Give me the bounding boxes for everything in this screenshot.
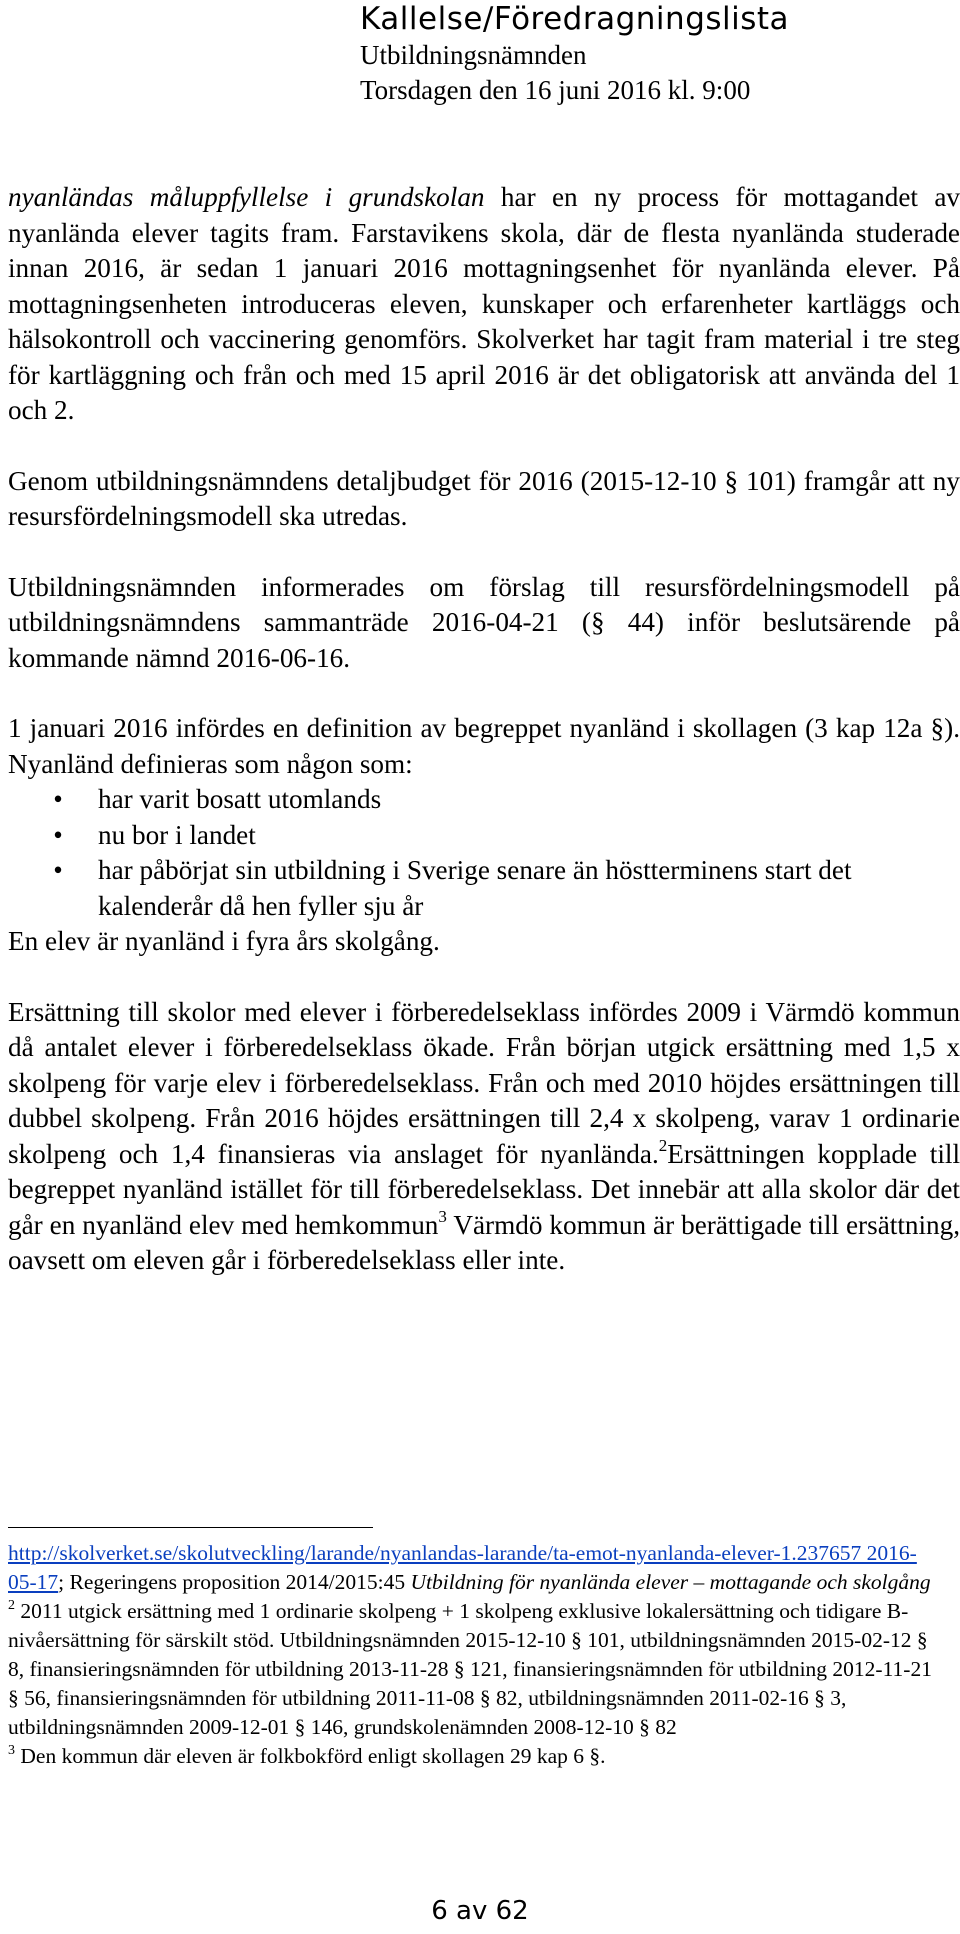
footnote-1: http://skolverket.se/skolutveckling/larande/nyanlandas-larande/ta-emot-nyanlanda-elever-1.237657 2016-05-17; Regeringens proposition 2014/2015:45 Utbildning för nyanlända elever – mottagande och skolgång — [8, 1541, 931, 1594]
document-title: Kallelse/Föredragningslista — [360, 1, 790, 37]
italic-phrase: nyanländas måluppfyllelse i grundskolan — [8, 182, 485, 212]
paragraph-detaljbudget: Genom utbildningsnämndens detaljbudget för 2016 (2015-12-10 § 101) framgår att ny resursfördelningsmodell ska utredas. — [8, 465, 960, 531]
paragraph-mottagande — [8, 180, 960, 429]
list-item: • har påbörjat sin utbildning i Sverige senare än höstterminens start det kalenderår då hen fyller sju år — [8, 853, 960, 924]
bullet-icon: • — [53, 819, 63, 850]
footnote-2: $^2$ 2011 utgick ersättning med 1 ordinarie skolpeng + 1 skolpeng exklusive lokalersättning och tidigare B-nivåersättning för särskilt stöd. Utbildningsnämnden 2015-12-10 § 101, utbildningsnämnden 2015-02-12 § 8, finansieringsnämnden för utbildning 2013-11-28 § 121, finansieringsnämnden för utbildning 2012-11-21 § 56, finansieringsnämnden för utbildning 2011-11-08 § 82, utbildningsnämnden 2011-02-16 § 3, utbildningsnämnden 2009-12-01 § 146, grundskolenämnden 2008-12-10 § 82 — [8, 1598, 932, 1739]
committee-name: Utbildningsnämnden — [360, 40, 587, 70]
paragraph-definition: 1 januari 2016 infördes en definition av begreppet nyanländ i skollagen (3 kap 12a §). Nyanländ definieras som någon som: — [8, 713, 960, 779]
footnote-3: $^3$ Den kommun där eleven är folkbokförd enligt skollagen 29 kap 6 §. — [8, 1743, 606, 1768]
paragraph-skolgang: En elev är nyanländ i fyra års skolgång. — [8, 926, 440, 956]
paragraph-ersattning: Ersättning till skolor med elever i förberedelseklass infördes 2009 i Värmdö kommun då antalet elever i förberedelseklass ökade. Från början utgick ersättning med 1,5 x skolpeng för varje elev i förberedelseklass. Från och med 2010 höjdes ersättningen till dubbel skolpeng. Från 2016 höjdes ersättningen till 2,4 x skolpeng, varav 1 ordinarie skolpeng och 1,4 finansieras via anslaget för nyanlända.$^2$Ersättningen kopplade till begreppet nyanländ istället för till förberedelseklass. Det innebär att alla skolor där det går en nyanländ elev med hemkommun$^3$ Värmdö kommun är berättigade till ersättning, oavsett om eleven går i förberedelseklass eller inte. — [8, 996, 960, 1275]
paragraph-information: Utbildningsnämnden informerades om förslag till resursfördelningsmodell på utbildningsnämndens sammanträde 2016-04-21 (§ 44) inför beslutsärende på kommande nämnd 2016-06-16. — [8, 571, 960, 673]
definition-list — [8, 782, 960, 924]
document-header — [360, 0, 940, 108]
meeting-date: Torsdagen den 16 juni 2016 kl. 9:00 — [360, 75, 751, 105]
list-item: • nu bor i landet — [8, 818, 960, 854]
footnote-ref-3: 3 — [438, 1206, 447, 1226]
footnotes — [8, 1539, 938, 1771]
paragraph-text: har en ny process för mottagandet av nyanlända elever tagits fram. Farstavikens skola, där de flesta nyanlända studerade innan 2016, är sedan 1 januari 2016 mottagningsenhet för nyanlända elever. På mottagningsenheten introduceras eleven, kunskaper och erfarenheter kartläggs och hälsokontroll och vaccinering genomförs. Skolverket har tagit fram material i tre steg för kartläggning och från och med 15 april 2016 är det obligatorisk att använda del 1 och 2. — [8, 182, 960, 425]
bullet-icon: • — [53, 784, 63, 814]
list-item: • har varit bosatt utomlands — [8, 782, 960, 818]
body-content — [8, 180, 960, 1279]
footnote-separator — [8, 1527, 373, 1528]
page-number: 6 av 62 — [431, 1896, 529, 1926]
footnote-ref-2: 2 — [658, 1135, 668, 1155]
skolverket-link[interactable]: http://skolverket.se/skolutveckling/larande/nyanlandas-larande/ta-emot-nyanlanda-elever-1.237657 2016-05-17 — [8, 1541, 917, 1594]
bullet-icon: • — [53, 855, 63, 885]
